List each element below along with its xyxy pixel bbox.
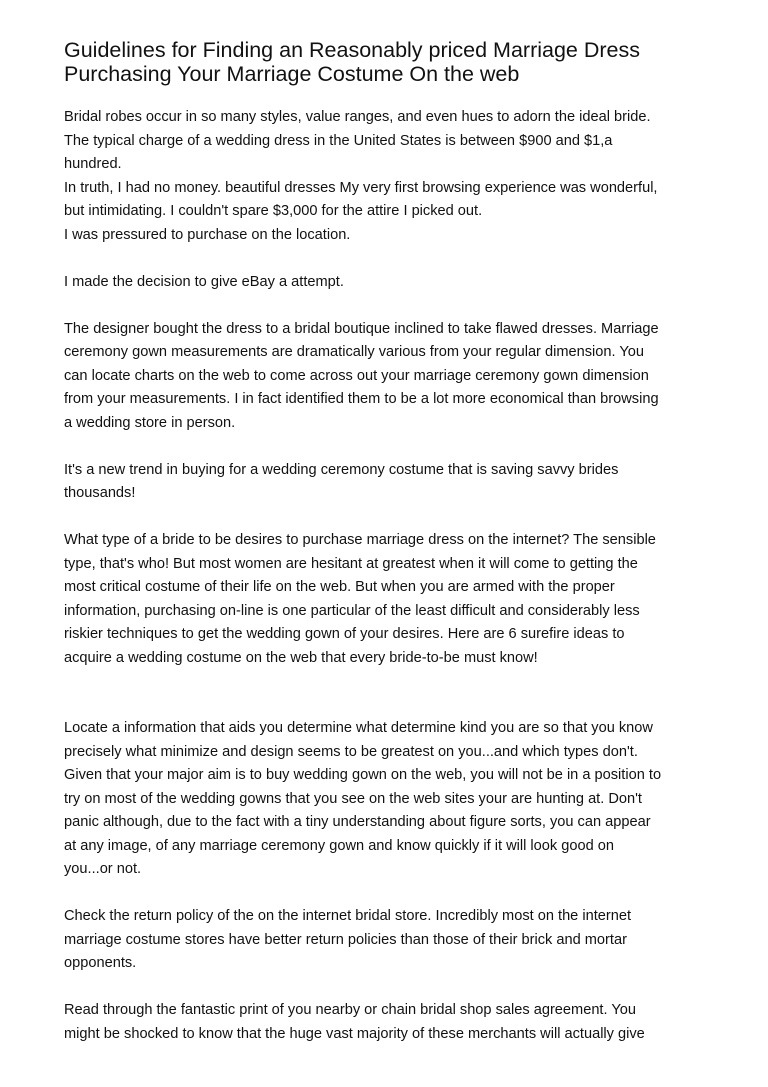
text-line: precisely what minimize and design seems to be greatest on you...and which types don't.: [64, 743, 638, 760]
text-line: Bridal robes occur in so many styles, value ranges, and even hues to adorn the ideal bride.: [64, 109, 651, 125]
document-body: [64, 106, 714, 1046]
text-line: try on most of the wedding gowns that you see on the web sites your are hunting at. Don't: [64, 790, 642, 807]
text-line: acquire a wedding costume on the web that every bride-to-be must know!: [64, 649, 538, 666]
paragraph-1: [64, 106, 714, 247]
paragraph-3: [64, 318, 714, 436]
paragraph-5: [64, 529, 714, 670]
paragraph-7: [64, 905, 714, 976]
paragraph-4: [64, 459, 714, 506]
text-line: hundred.: [64, 156, 122, 172]
text-line: but intimidating. I couldn't spare $3,000 for the attire I picked out.: [64, 203, 483, 219]
paragraph-6: [64, 717, 714, 882]
text-line: opponents.: [64, 955, 137, 971]
text-line: marriage costume stores have better return policies than those of their brick and mortar: [64, 931, 627, 948]
text-line: panic although, due to the fact with a tiny understanding about figure sorts, you can appear: [64, 814, 651, 830]
document-page: [64, 38, 714, 1070]
text-line: type, that's who! But most women are hesitant at greatest when it will come to getting the: [64, 555, 638, 572]
text-line: Read through the fantastic print of you nearby or chain bridal shop sales agreement. You: [64, 1002, 636, 1018]
text-line: I made the decision to give eBay a attempt.: [64, 273, 344, 290]
text-line: What type of a bride to be desires to purchase marriage dress on the internet? The sensible: [64, 532, 656, 548]
text-line: at any image, of any marriage ceremony gown and know quickly if it will look good on: [64, 837, 614, 854]
text-line: It's a new trend in buying for a wedding ceremony costume that is saving savvy brides: [64, 461, 619, 478]
title-line: Guidelines for Finding an Reasonably priced Marriage Dress: [64, 38, 641, 62]
text-line: In truth, I had no money. beautiful dresses My very first browsing experience was wonderful,: [64, 179, 658, 196]
text-line: from your measurements. I in fact identified them to be a lot more economical than browsing: [64, 391, 659, 407]
text-line: I was pressured to purchase on the location.: [64, 226, 351, 243]
text-line: a wedding store in person.: [64, 414, 236, 431]
text-line: you...or not.: [64, 861, 142, 877]
text-line: Check the return policy of the on the internet bridal store. Incredibly most on the internet: [64, 908, 632, 924]
document-title: [64, 38, 714, 86]
text-line: The typical charge of a wedding dress in the United States is between $900 and $1,a: [64, 132, 613, 149]
paragraph-2: [64, 271, 714, 295]
text-line: information, purchasing on-line is one particular of the least difficult and considerably less: [64, 602, 640, 619]
text-line: thousands!: [64, 485, 136, 501]
text-line: most critical costume of their life on the web. But when you are armed with the proper: [64, 579, 615, 595]
text-line: ceremony gown measurements are dramatically various from your regular dimension. You: [64, 344, 644, 360]
title-line: Purchasing Your Marriage Costume On the web: [64, 62, 520, 86]
text-line: The designer bought the dress to a bridal boutique inclined to take flawed dresses. Marriage: [64, 320, 659, 337]
text-line: can locate charts on the web to come across out your marriage ceremony gown dimension: [64, 367, 649, 384]
text-line: Locate a information that aids you determine what determine kind you are so that you know: [64, 720, 653, 736]
text-line: Given that your major aim is to buy wedding gown on the web, you will not be in a position to: [64, 767, 662, 783]
text-line: might be shocked to know that the huge vast majority of these merchants will actually give: [64, 1025, 645, 1042]
text-line: riskier techniques to get the wedding gown of your desires. Here are 6 surefire ideas to: [64, 626, 625, 642]
paragraph-8: [64, 999, 714, 1046]
